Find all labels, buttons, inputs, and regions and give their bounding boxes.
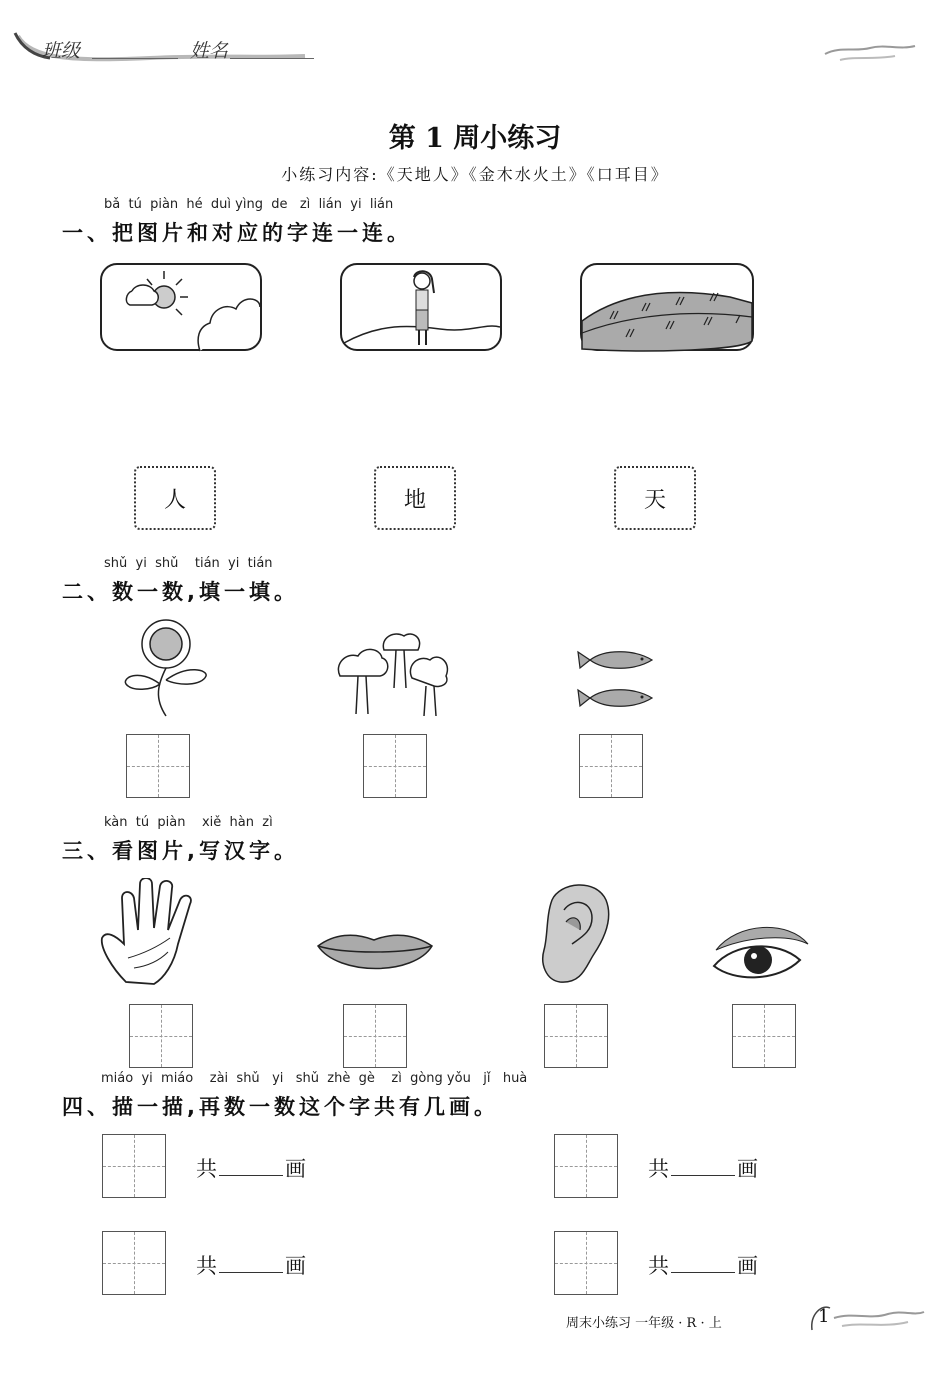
name-label: 姓名 bbox=[190, 40, 229, 62]
cloud-icon bbox=[820, 36, 920, 66]
name-field[interactable] bbox=[230, 58, 314, 59]
page-subtitle: 小练习内容:《天地人》《金木水火土》《口耳目》 bbox=[281, 165, 669, 184]
stroke-blank-4[interactable] bbox=[671, 1252, 735, 1273]
three-trees-icon bbox=[334, 628, 454, 718]
stroke-blank-1[interactable] bbox=[219, 1155, 283, 1176]
section-1-pinyin: bǎ tú piàn hé duì yìng de zì lián yi lián bbox=[104, 197, 394, 212]
page-title: 第 1 周小练习 bbox=[388, 123, 562, 154]
eye-icon bbox=[708, 922, 812, 984]
mouth-picture bbox=[314, 928, 436, 984]
page-number: 1 bbox=[818, 1306, 830, 1327]
section-3-pinyin: kàn tú piàn xiě hàn zì bbox=[104, 815, 273, 830]
earth-picture bbox=[580, 263, 756, 353]
stroke-suffix: 画 bbox=[285, 1157, 306, 1181]
eye-picture bbox=[708, 922, 812, 984]
field-icon bbox=[580, 263, 756, 353]
section-2-heading: 二、数一数,填一填。 bbox=[62, 580, 299, 604]
stroke-prefix: 共 bbox=[196, 1157, 217, 1181]
section-1-heading: 一、把图片和对应的字连一连。 bbox=[62, 221, 412, 245]
trace-box-2[interactable] bbox=[554, 1134, 618, 1198]
stroke-count-1 bbox=[196, 1153, 306, 1183]
corner-cloud-decoration bbox=[820, 36, 920, 70]
trace-box-4[interactable] bbox=[554, 1231, 618, 1295]
write-box-mouth[interactable] bbox=[343, 1004, 407, 1068]
class-label: 班级 bbox=[42, 40, 81, 62]
ear-picture bbox=[536, 880, 614, 986]
class-field[interactable] bbox=[92, 58, 178, 59]
stroke-suffix: 画 bbox=[285, 1254, 306, 1278]
stroke-count-4 bbox=[648, 1250, 758, 1280]
stroke-prefix: 共 bbox=[648, 1254, 669, 1278]
lips-icon bbox=[314, 928, 436, 984]
stroke-prefix: 共 bbox=[196, 1254, 217, 1278]
ear-icon bbox=[536, 880, 614, 986]
girl-on-ground-icon bbox=[340, 263, 504, 353]
section-2-pinyin: shǔ yi shǔ tián yi tián bbox=[104, 556, 273, 571]
count-box-fish[interactable] bbox=[579, 734, 643, 798]
hand-icon bbox=[98, 878, 208, 986]
write-box-ear[interactable] bbox=[544, 1004, 608, 1068]
fish-picture bbox=[576, 642, 656, 718]
char-card-tian[interactable]: 天 bbox=[614, 466, 696, 530]
stroke-blank-2[interactable] bbox=[671, 1155, 735, 1176]
write-box-hand[interactable] bbox=[129, 1004, 193, 1068]
trees-picture bbox=[334, 628, 454, 718]
sky-picture bbox=[100, 263, 264, 353]
write-box-eye[interactable] bbox=[732, 1004, 796, 1068]
two-fish-icon bbox=[576, 642, 656, 718]
trace-box-3[interactable] bbox=[102, 1231, 166, 1295]
person-picture bbox=[340, 263, 504, 353]
stroke-suffix: 画 bbox=[737, 1254, 758, 1278]
sun-cloud-icon bbox=[100, 263, 264, 353]
footer-text: 周末小练习 一年级 · R · 上 bbox=[566, 1316, 722, 1331]
section-4-heading: 四、描一描,再数一数这个字共有几画。 bbox=[62, 1095, 499, 1119]
section-3-heading: 三、看图片,写汉字。 bbox=[62, 839, 299, 863]
stroke-blank-3[interactable] bbox=[219, 1252, 283, 1273]
stroke-suffix: 画 bbox=[737, 1157, 758, 1181]
char-card-ren[interactable]: 人 bbox=[134, 466, 216, 530]
hand-picture bbox=[98, 878, 208, 986]
stroke-prefix: 共 bbox=[648, 1157, 669, 1181]
count-box-trees[interactable] bbox=[363, 734, 427, 798]
stroke-count-3 bbox=[196, 1250, 306, 1280]
trace-box-1[interactable] bbox=[102, 1134, 166, 1198]
sunflower-icon bbox=[118, 618, 228, 718]
section-4-pinyin: miáo yi miáo zài shǔ yi shǔ zhè gè zì gòng yǒu jǐ huà bbox=[101, 1071, 528, 1086]
char-card-di[interactable]: 地 bbox=[374, 466, 456, 530]
count-box-flower[interactable] bbox=[126, 734, 190, 798]
flower-picture bbox=[118, 618, 228, 718]
stroke-count-2 bbox=[648, 1153, 758, 1183]
